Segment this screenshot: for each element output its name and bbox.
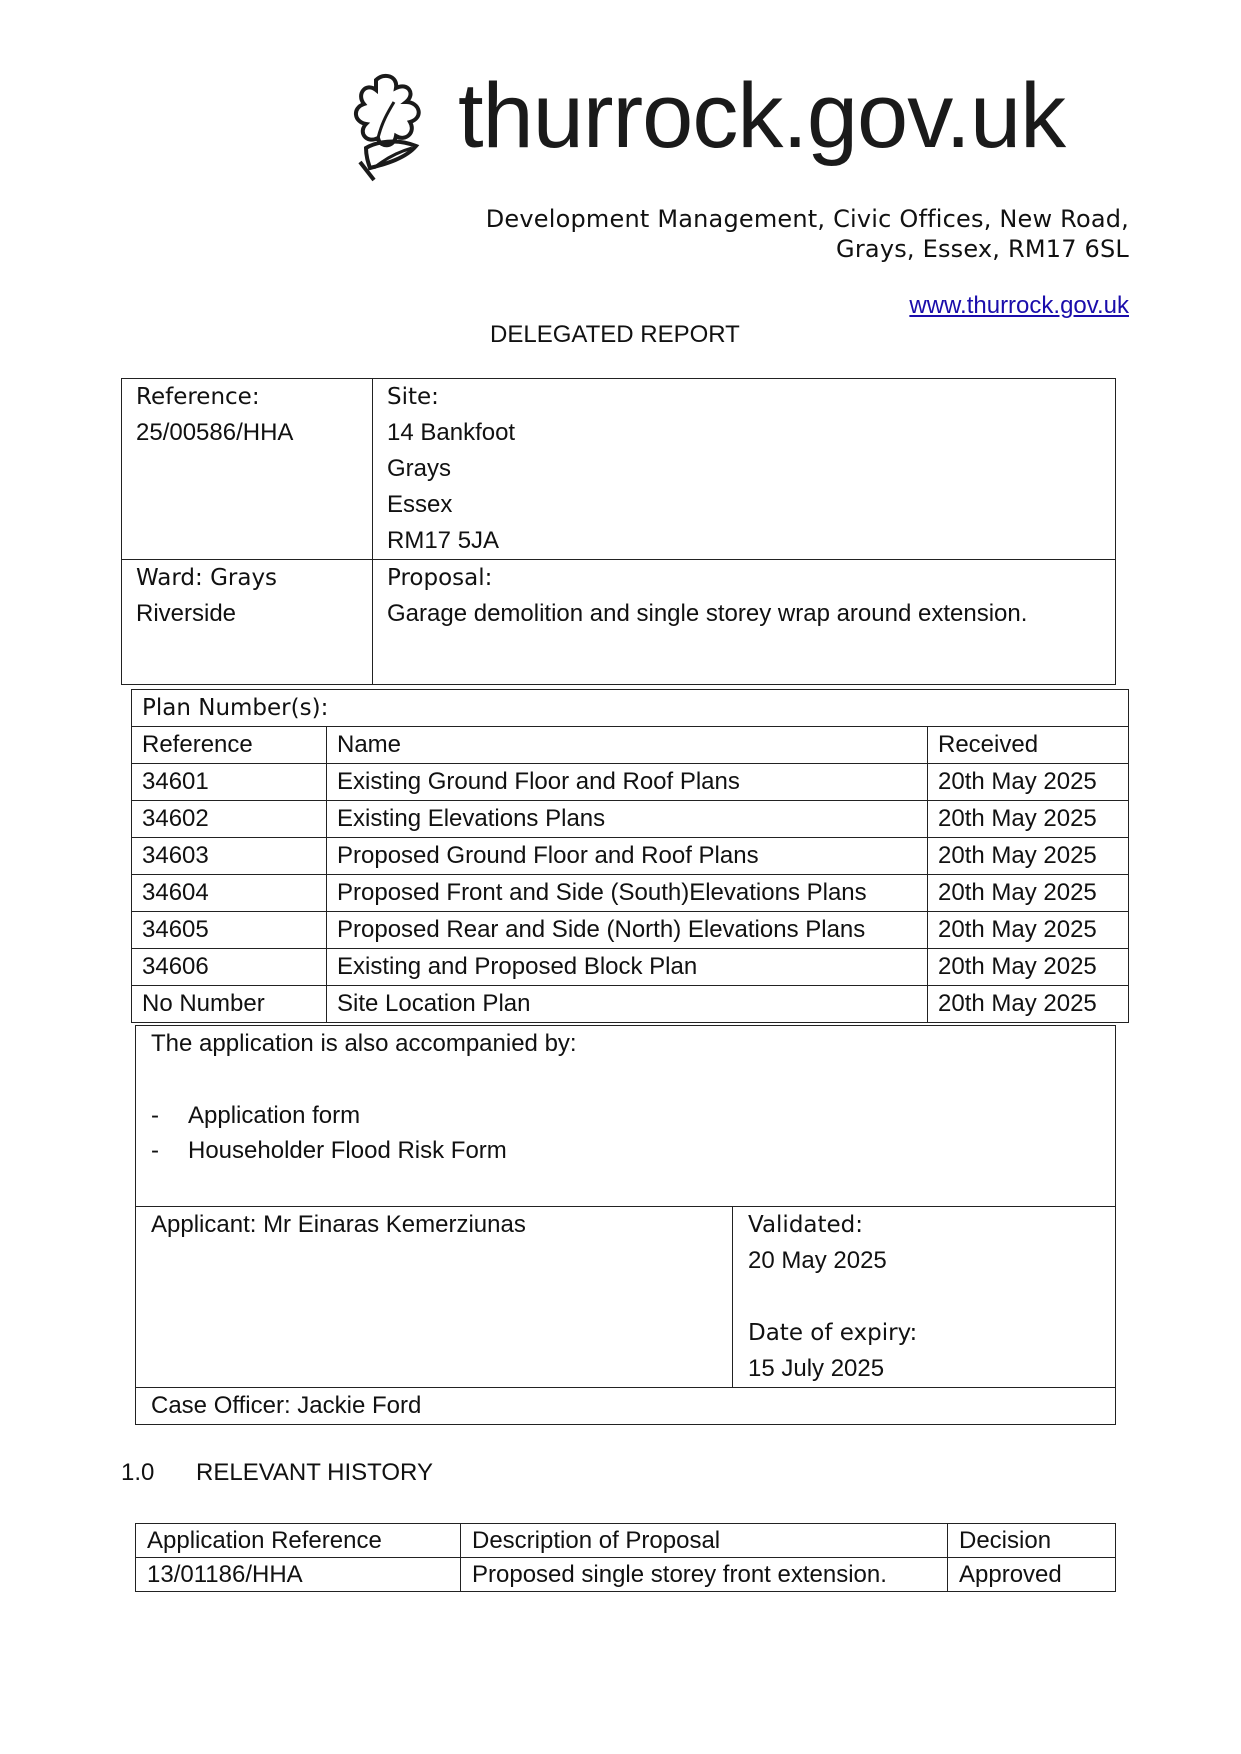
plan-received: 20th May 2025 [928, 838, 1129, 875]
plan-numbers-table [131, 689, 1129, 1023]
applicant-table [135, 1025, 1116, 1425]
plan-received: 20th May 2025 [928, 801, 1129, 838]
table-row [132, 986, 1129, 1023]
column-header: Name [327, 727, 928, 764]
history-description: Proposed single storey front extension. [461, 1558, 948, 1592]
history-decision: Approved [948, 1558, 1116, 1592]
site-line: 14 Bankfoot [387, 419, 516, 446]
plan-received: 20th May 2025 [928, 986, 1129, 1023]
ward-value: Riverside [136, 600, 237, 627]
proposal-cell [373, 560, 1116, 685]
site-line: Essex [387, 491, 453, 518]
ward-cell [122, 560, 373, 685]
column-header: Description of Proposal [461, 1524, 948, 1558]
site-line: Grays [387, 455, 452, 482]
table-row [132, 764, 1129, 801]
plan-reference: 34602 [132, 801, 327, 838]
dates-cell [733, 1207, 1116, 1388]
accompanied-list [151, 1098, 1100, 1168]
plan-reference: No Number [132, 986, 327, 1023]
section-heading [121, 1459, 433, 1487]
column-header: Application Reference [136, 1524, 461, 1558]
logo-text: thurrock.gov.uk [458, 65, 1066, 167]
table-header-row [136, 1524, 1116, 1558]
plan-name: Proposed Front and Side (South)Elevations Plans [327, 875, 928, 912]
expiry-value: 15 July 2025 [748, 1355, 885, 1382]
plan-received: 20th May 2025 [928, 949, 1129, 986]
history-reference: 13/01186/HHA [136, 1558, 461, 1592]
plan-reference: 34606 [132, 949, 327, 986]
validated-value: 20 May 2025 [748, 1247, 887, 1274]
plan-received: 20th May 2025 [928, 764, 1129, 801]
list-item-text: Householder Flood Risk Form [188, 1137, 507, 1164]
council-logo [336, 65, 1126, 184]
table-row [132, 838, 1129, 875]
column-header: Reference [132, 727, 327, 764]
accompanied-intro: The application is also accompanied by: [151, 1030, 577, 1057]
proposal-label: Proposal: [387, 565, 493, 591]
reference-value: 25/00586/HHA [136, 419, 294, 446]
case-officer: Case Officer: Jackie Ford [136, 1388, 1116, 1425]
list-item: - Householder Flood Risk Form [151, 1137, 507, 1164]
plan-reference: 34605 [132, 912, 327, 949]
plan-reference: 34604 [132, 875, 327, 912]
plan-reference: 34601 [132, 764, 327, 801]
reference-cell [122, 379, 373, 560]
proposal-value: Garage demolition and single storey wrap around extension. [387, 600, 1028, 627]
site-label: Site: [387, 384, 439, 410]
ward-label: Ward: Grays [136, 565, 278, 591]
applicant-cell [136, 1207, 733, 1388]
expiry-label: Date of expiry: [748, 1320, 918, 1346]
plan-reference: 34603 [132, 838, 327, 875]
address-line-2: Grays, Essex, RM17 6SL [836, 235, 1129, 263]
applicant-name: Applicant: Mr Einaras Kemerziunas [151, 1211, 526, 1238]
table-row [136, 1558, 1116, 1592]
reference-label: Reference: [136, 384, 260, 410]
plan-numbers-heading: Plan Number(s): [132, 690, 1129, 727]
table-row [132, 875, 1129, 912]
plan-name: Existing Elevations Plans [327, 801, 928, 838]
plan-name: Proposed Rear and Side (North) Elevations Plans [327, 912, 928, 949]
plan-name: Site Location Plan [327, 986, 928, 1023]
list-item-text: Application form [188, 1102, 361, 1129]
column-header: Received [928, 727, 1129, 764]
plan-received: 20th May 2025 [928, 912, 1129, 949]
list-item: - Application form [151, 1102, 361, 1129]
plan-received: 20th May 2025 [928, 875, 1129, 912]
site-line: RM17 5JA [387, 527, 500, 554]
relevant-history-table [135, 1523, 1116, 1592]
report-title: DELEGATED REPORT [490, 321, 740, 348]
section-number: 1.0 [121, 1459, 155, 1486]
oak-leaf-icon [336, 72, 446, 184]
section-title: RELEVANT HISTORY [196, 1459, 433, 1486]
plan-name: Proposed Ground Floor and Roof Plans [327, 838, 928, 875]
plan-name: Existing Ground Floor and Roof Plans [327, 764, 928, 801]
table-row [132, 949, 1129, 986]
column-header: Decision [948, 1524, 1116, 1558]
accompanied-cell [136, 1026, 1116, 1207]
application-details-table [121, 378, 1116, 685]
council-address [486, 204, 1129, 264]
table-row [132, 801, 1129, 838]
validated-label: Validated: [748, 1212, 864, 1238]
table-header-row [132, 727, 1129, 764]
plan-name: Existing and Proposed Block Plan [327, 949, 928, 986]
table-row [132, 912, 1129, 949]
address-line-1: Development Management, Civic Offices, New Road, [485, 205, 1129, 233]
website-link[interactable]: www.thurrock.gov.uk [909, 292, 1129, 319]
site-cell [373, 379, 1116, 560]
